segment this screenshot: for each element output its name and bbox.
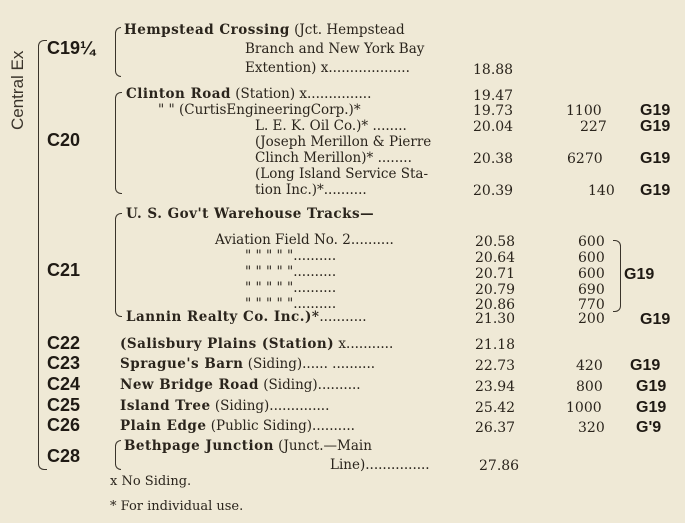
c20-cars2: 1100 — [566, 103, 602, 119]
c20-mile3: 20.04 — [473, 119, 514, 135]
c21-mile7: 21.30 — [475, 311, 516, 327]
c21-group-g19: G19 — [624, 266, 655, 283]
c20-mile1: 19.47 — [473, 88, 514, 104]
code-c21: C21 — [47, 260, 81, 280]
c22-mile: 21.18 — [475, 337, 516, 353]
c21-right-brace — [613, 240, 621, 312]
c21-cars5: 690 — [578, 282, 605, 298]
brace-c19 — [115, 27, 121, 77]
c28-mile: 27.86 — [479, 458, 520, 474]
c25-line1: Island Tree (Siding).............. — [120, 398, 330, 414]
code-c20: C20 — [47, 130, 81, 150]
c24-line1: New Bridge Road (Siding).......... — [120, 377, 361, 393]
c19-line3: Extention) x................... — [245, 60, 410, 76]
c21-line4: " " " " ".......... — [245, 264, 337, 280]
c21-cars3: 600 — [578, 250, 605, 266]
brace-c28 — [115, 440, 121, 470]
c23-g: G19 — [630, 357, 661, 374]
c20-line5: Clinch Merillon)* ........ — [255, 150, 412, 166]
c21-cars2: 600 — [578, 234, 605, 250]
c19-line2: Branch and New York Bay — [245, 41, 425, 57]
c21-mile5: 20.79 — [475, 282, 516, 298]
c20-cars3: 227 — [580, 119, 607, 135]
c21-g7: G19 — [640, 311, 671, 328]
c25-g: G19 — [636, 399, 667, 416]
c20-line2: " " (CurtisEngineeringCorp.)* — [158, 102, 361, 118]
c21-mile3: 20.64 — [475, 250, 516, 266]
c28-line2: Line)............... — [330, 457, 430, 473]
code-c22: C22 — [47, 333, 81, 353]
code-c24: C24 — [47, 374, 81, 394]
c19-mileage: 18.88 — [473, 62, 514, 78]
code-c19: C19¼ — [47, 38, 96, 58]
c21-mile4: 20.71 — [475, 266, 516, 282]
c21-line1: U. S. Gov't Warehouse Tracks— — [126, 206, 375, 222]
code-c26: C26 — [47, 415, 81, 435]
c21-line2: Aviation Field No. 2.......... — [215, 232, 394, 248]
c19-line1: Hempstead Crossing (Jct. Hempstead — [124, 22, 405, 38]
c20-cars5: 6270 — [567, 151, 603, 167]
c20-g3: G19 — [640, 118, 671, 135]
c21-cars4: 600 — [578, 266, 605, 282]
c20-line4: (Joseph Merillon & Pierre — [255, 134, 432, 150]
c21-mile2: 20.58 — [475, 234, 516, 250]
c26-g: G'9 — [636, 419, 662, 436]
c24-mile: 23.94 — [475, 379, 516, 395]
c21-line6: " " " " ".......... — [245, 296, 337, 312]
c23-cars: 420 — [576, 358, 603, 374]
outer-bracket — [38, 40, 47, 470]
c21-line7: Lannin Realty Co. Inc.)*........... — [126, 309, 367, 325]
c28-line1: Bethpage Junction (Junct.—Main — [124, 438, 372, 454]
c20-g7: G19 — [640, 182, 671, 199]
c20-line7: tion Inc.)*.......... — [255, 182, 367, 198]
c23-mile: 22.73 — [475, 358, 516, 374]
c25-mile: 25.42 — [475, 400, 516, 416]
c24-g: G19 — [636, 378, 667, 395]
c20-line1: Clinton Road (Station) x............... — [126, 86, 372, 102]
note-individual-use: * For individual use. — [110, 499, 244, 514]
c20-g2: G19 — [640, 102, 671, 119]
code-c28: C28 — [47, 446, 81, 466]
c21-cars7: 200 — [578, 311, 605, 327]
code-c23: C23 — [47, 353, 81, 373]
c20-mile5: 20.38 — [473, 151, 514, 167]
brace-c21 — [115, 213, 122, 317]
c23-line1: Sprague's Barn (Siding)...... .......... — [120, 356, 376, 372]
side-label: Central Ex — [8, 50, 27, 130]
note-no-siding: x No Siding. — [110, 474, 192, 489]
c26-line1: Plain Edge (Public Siding).......... — [120, 418, 355, 434]
c22-line1: (Salisbury Plains (Station) x........... — [120, 336, 394, 352]
c24-cars: 800 — [576, 379, 603, 395]
c21-mile6: 20.86 — [475, 297, 516, 313]
c21-line5: " " " " ".......... — [245, 280, 337, 296]
c20-cars7: 140 — [588, 183, 615, 199]
c20-line3: L. E. K. Oil Co.)* ........ — [255, 118, 407, 134]
c20-mile7: 20.39 — [473, 183, 514, 199]
c26-mile: 26.37 — [475, 420, 516, 436]
code-c25: C25 — [47, 395, 81, 415]
c20-line6: (Long Island Service Sta- — [255, 166, 429, 182]
c20-mile2: 19.73 — [473, 103, 514, 119]
c21-line3: " " " " ".......... — [245, 248, 337, 264]
c20-g5: G19 — [640, 150, 671, 167]
c21-cars6: 770 — [578, 297, 605, 313]
c26-cars: 320 — [578, 420, 605, 436]
c25-cars: 1000 — [566, 400, 602, 416]
brace-c20 — [115, 92, 122, 194]
